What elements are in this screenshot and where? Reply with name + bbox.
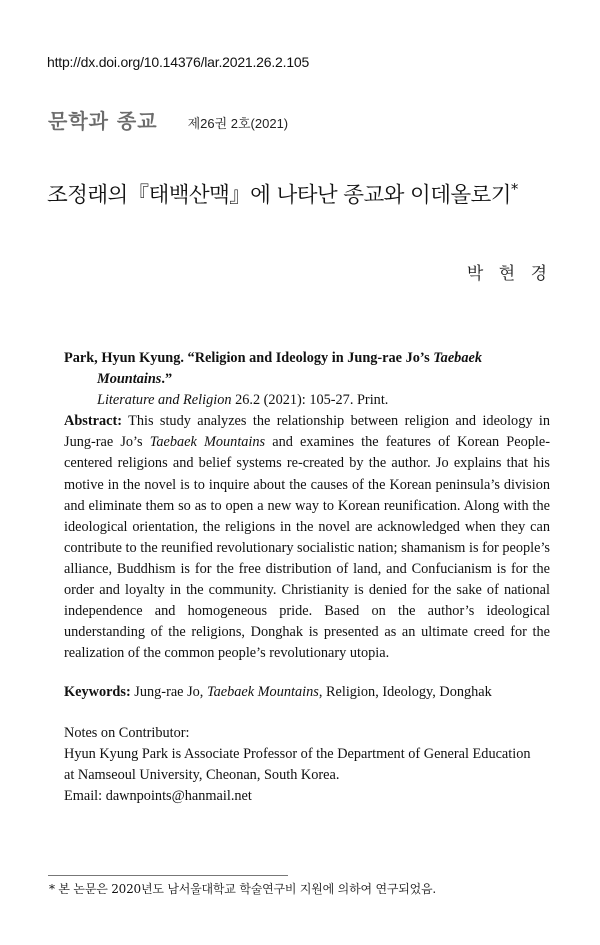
citation-author: Park, Hyun Kyung. “Religion and Ideology in Jung-rae Jo’s	[64, 350, 434, 366]
abstract-italic-title: Taebaek Mountains	[149, 434, 266, 451]
abstract-label: Abstract:	[64, 413, 122, 430]
keywords	[64, 682, 550, 703]
keywords-text-1: Jung-rae Jo,	[130, 684, 207, 701]
footnote-divider	[48, 875, 288, 876]
abstract	[64, 411, 550, 664]
keywords-label: Keywords:	[64, 684, 131, 701]
abstract-text-2: and examines the features of Korean People-centered religions and belief systems re-created by the author. Jo explains that his motive in the novel is to inquire about the causes of the Korean peninsula’s division and eliminate them so as to open a new way to Korean reunification. Along with the ideological orientation, the religions in the novel are acknowledged when they can contribute to the reunified revolutionary socialistic nation; shamanism is for people’s alliance, Buddhism is for the free distribution of land, and Confucianism is for the order and loyalty in the community. Christianity is denied for the sake of national independence and homogeneous pride. Based on the author’s ideological understanding of the religions, Donghak is presented as an ultimate creed for the realization of the common people’s revolutionary utopia.	[64, 434, 550, 662]
journal-header	[48, 105, 288, 133]
citation-quote-close: .”	[161, 371, 173, 388]
keywords-italic-title: Taebaek Mountains	[206, 684, 319, 701]
notes-line-1: Hyun Kyung Park is Associate Professor of the Department of General Education	[64, 745, 531, 762]
paper-title-text: 조정래의『태백산맥』에 나타난 종교와 이데올로기	[47, 183, 511, 208]
contributor-email[interactable]: Email: dawnpoints@hanmail.net	[64, 787, 252, 804]
notes-line-2: at Namseoul University, Cheonan, South Korea.	[64, 766, 340, 783]
journal-logo: 문학과 종교	[48, 109, 158, 133]
journal-issue: 제26권 2호(2021)	[187, 116, 289, 131]
citation-journal: Literature and Religion	[97, 392, 232, 409]
citation	[64, 348, 550, 411]
footnote: * 본 논문은 2020년도 남서울대학교 학술연구비 지원에 의하여 연구되었음.	[49, 882, 437, 896]
notes-heading: Notes on Contributor:	[64, 724, 190, 741]
contributor-notes	[64, 723, 550, 807]
article-front-matter	[64, 348, 550, 807]
author-name: 박 현 경	[466, 264, 552, 284]
citation-details: 26.2 (2021): 105-27. Print.	[231, 392, 389, 409]
doi-link[interactable]: http://dx.doi.org/10.14376/lar.2021.26.2.105	[47, 54, 310, 70]
title-footnote-mark: *	[510, 179, 518, 198]
paper-title	[47, 178, 567, 209]
citation-work-title: Taebaek Mountains	[97, 350, 482, 388]
keywords-text-2: , Religion, Ideology, Donghak	[318, 684, 492, 701]
abstract-text-1: This study analyzes the relationship between religion and ideology in Jung-rae Jo’s	[64, 413, 550, 451]
